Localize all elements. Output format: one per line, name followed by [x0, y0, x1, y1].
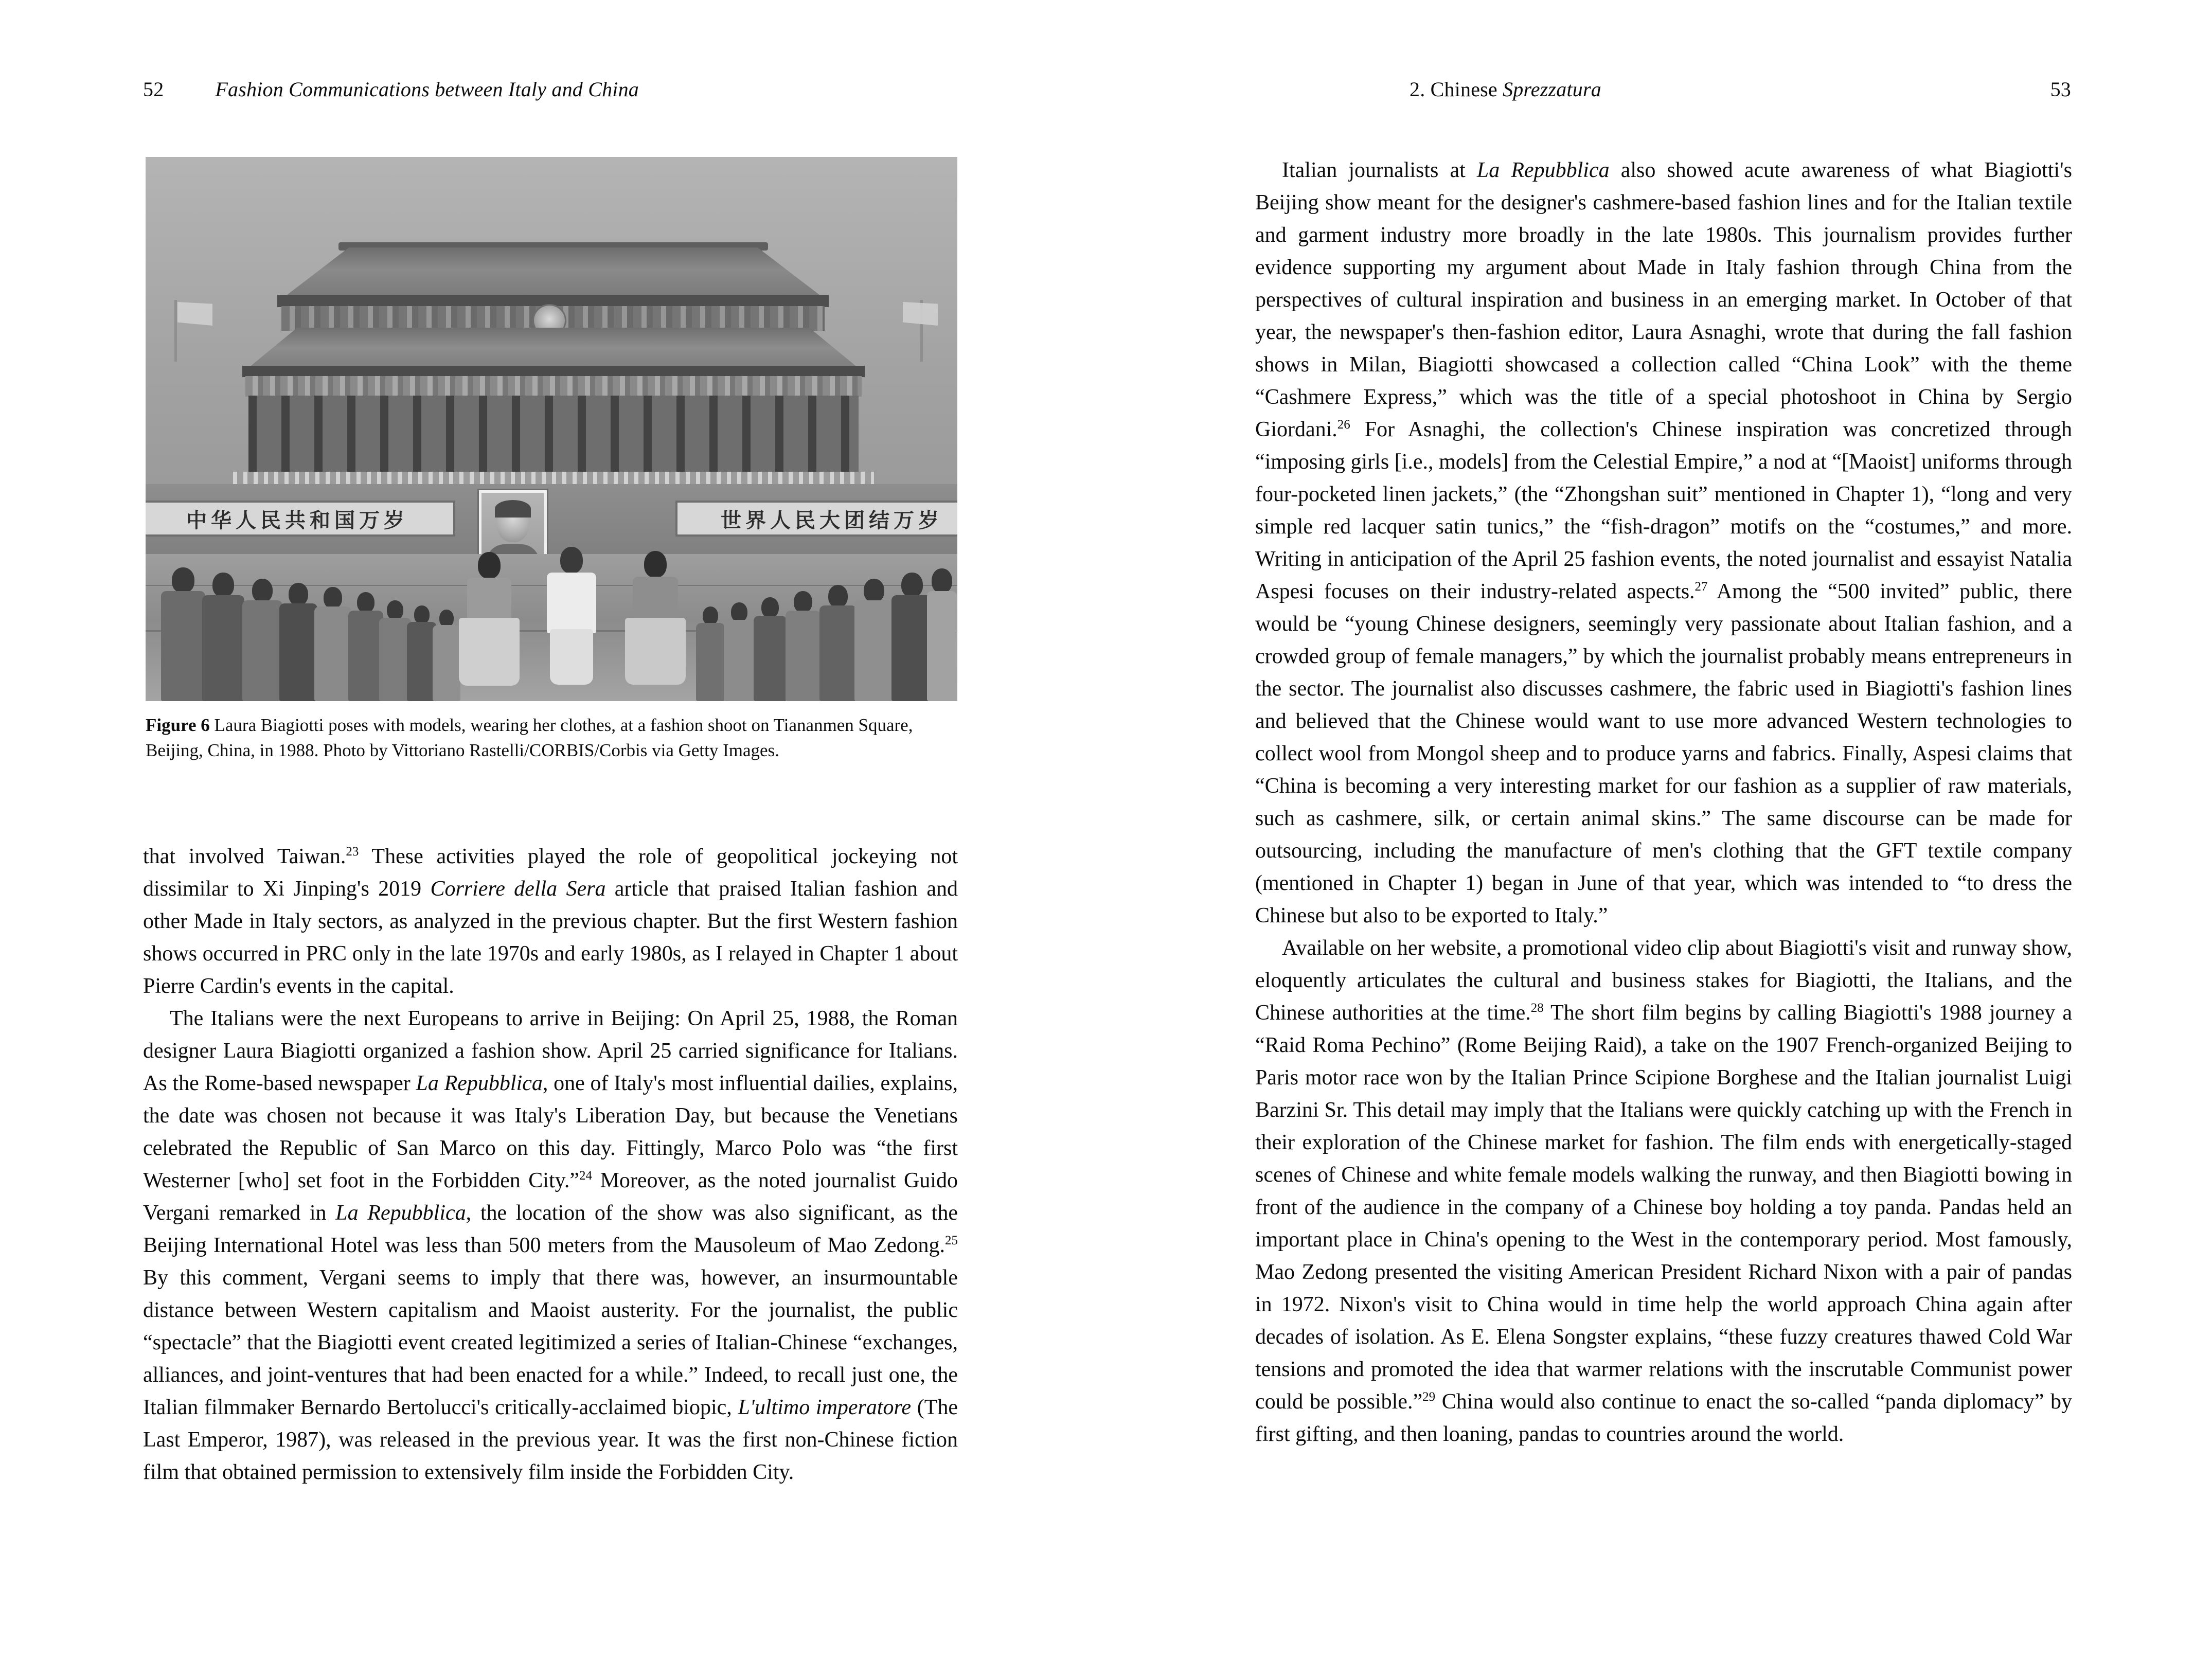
- italic-run: La Repubblica: [1476, 158, 1610, 182]
- model-left: [458, 552, 520, 701]
- footnote-marker: 23: [346, 845, 359, 859]
- italic-run: La Repubblica: [335, 1201, 466, 1225]
- crowd-person: [201, 573, 245, 701]
- paragraph: [1255, 932, 2072, 1451]
- italic-run: La Repubblica: [416, 1072, 543, 1095]
- model-right: [624, 551, 687, 701]
- footnote-marker: 25: [945, 1234, 958, 1247]
- body-text-right-page: [1255, 154, 2072, 1451]
- text-run: , one of Italy's most influential dailies, explains, the date was chosen not because it was Italy's Liberation Day, but because the Venetians celebrated the Republic of San Marco on this day. Fittingly, Marco Polo was “the first Westerner [who] set foot in the Forbidden City.”: [143, 1072, 958, 1192]
- crowd-person: [784, 591, 822, 701]
- chapter-title-italic: Sprezzatura: [1503, 78, 1601, 101]
- figure-6: [146, 157, 957, 763]
- footnote-marker: 29: [1422, 1390, 1436, 1404]
- lower-dougong-band: [245, 376, 862, 397]
- text-run: By this comment, Vergani seems to imply that there was, however, an insurmountable distance between Western capitalism and Maoist austerity. For the journalist, the public “spectacle” that the Biagiotti event created legitimized a series of Italian-Chinese “exchanges, alliances, and joint-ventures that had been enacted for a while.” Indeed, to recall just one, the Italian filmmaker Bernardo Bertolucci's critically-acclaimed biopic,: [143, 1266, 958, 1419]
- paragraph: [143, 841, 958, 1003]
- footnote-marker: 26: [1337, 418, 1350, 432]
- paragraph: [143, 1003, 958, 1489]
- figure-photo: [146, 157, 957, 701]
- footnote-marker: 27: [1694, 580, 1708, 594]
- text-run: Available on her website, a promotional video clip about Biagiotti's visit and runway show, eloquently articulates the cultural and business stakes for Biagiotti, the Italians, and the Chinese authorities at the time.: [1255, 936, 2072, 1025]
- folio-left: 52: [143, 78, 164, 101]
- paragraph: [1255, 154, 2072, 932]
- text-run: Among the “500 invited” public, there would be “young Chinese designers, seemingly very passionate about Italian fashion, and a crowded group of female managers,” by which the journalist probably means entrepreneurs in the sector. The journalist also discusses cashmere, the fabric used in Biagiotti's fashion lines and believed that the Chinese would want to use more advanced Western technologies to collect wool from Mongol sheep and to produce yarns and fabrics. Finally, Aspesi claims that “China is becoming a very interesting market for our fashion as a supplier of raw materials, such as cashmere, silk, or certain animal skins.” The same discourse can be made for outsourcing, including the manufacture of men's clothing that the GFT textile company (mentioned in Chapter 1) began in June of that year, which was intended to “to dress the Chinese but also to be exported to Italy.”: [1255, 580, 2073, 927]
- text-run: These activities played the role of geopolitical jockeying not dissimilar to Xi Jinping's 2019: [143, 845, 958, 901]
- footnote-marker: 24: [579, 1169, 593, 1183]
- italic-run: Corriere della Sera: [430, 877, 606, 901]
- model-biagiotti: [542, 547, 601, 701]
- crowd-person: [695, 606, 726, 701]
- chapter-title-plain: Chinese: [1425, 78, 1503, 101]
- running-head-right: [1255, 77, 2071, 108]
- footnote-marker: 28: [1530, 1001, 1544, 1015]
- gate-balustrade: [233, 472, 874, 485]
- folio-right: 53: [2050, 78, 2071, 101]
- running-head-title-left: Fashion Communications between Italy and China: [215, 78, 639, 101]
- upper-roof: [284, 247, 822, 297]
- flag-right: [903, 302, 938, 326]
- crowd-person: [241, 579, 283, 701]
- banner-right: 世界人民大团结万岁: [675, 501, 957, 537]
- figure-caption: [146, 712, 957, 763]
- crowd: [146, 548, 957, 701]
- portrait-hair: [495, 500, 531, 518]
- body-text-left-page: [143, 841, 958, 1489]
- text-run: The short film begins by calling Biagiotti's 1988 journey a “Raid Roma Pechino” (Rome Beijing Raid), a take on the 1907 French-organized Beijing to Paris motor race won by the Italian Prince Scipione Borghese and the Italian journalist Luigi Barzini Sr. This detail may imply that the Italians were quickly catching up with the French in their exploration of the Chinese market for fashion. The film ends with energetically-staged scenes of Chinese and white female models walking the runway, and then Biagiotti bowing in front of the audience in the company of a Chinese boy holding a toy panda. Pandas held an important place in China's opening to the West in the contemporary period. Most famously, Mao Zedong presented the visiting American President Richard Nixon with a pair of pandas in 1972. Nixon's visit to China would in time help the world approach China again after decades of isolation. As E. Elena Songster explains, “these fuzzy creatures thawed Cold War tensions and promoted the idea that warmer relations with the inscrutable Communist power could be possible.”: [1255, 1001, 2073, 1414]
- flag-left: [177, 302, 212, 326]
- text-run: China would also continue to enact the so-called “panda diplomacy” by first gifting, and then loaning, pandas to countries around the world.: [1255, 1390, 2073, 1446]
- figure-label: Figure 6: [146, 715, 210, 735]
- crowd-person: [278, 583, 318, 701]
- italic-run: L'ultimo imperatore: [738, 1396, 911, 1419]
- flagpole-left: [174, 300, 177, 362]
- lower-eave: [242, 366, 865, 377]
- text-run: , the location of the show was also significant, as the Beijing International Hotel was less than 500 meters from the Mausoleum of Mao Zedong.: [143, 1201, 958, 1257]
- crowd-person: [926, 568, 957, 701]
- text-run: article that praised Italian fashion and other Made in Italy sectors, as analyzed in the previous chapter. But the first Western fashion shows occurred in PRC only in the late 1970s and early 1980s, as I relayed in Chapter 1 about Pierre Cardin's events in the capital.: [143, 877, 958, 998]
- figure-caption-text: Laura Biagiotti poses with models, wearing her clothes, at a fashion shoot on Tiananmen Square, Beijing, China, in 1988. Photo by Vittoriano Rastelli/CORBIS/Corbis via Getty Images.: [146, 715, 913, 760]
- banner-left: 中华人民共和国万岁: [146, 501, 455, 537]
- text-run: The Italians were the next Europeans to arrive in Beijing: On April 25, 1988, the Roman designer Laura Biagiotti organized a fashion show. April 25 carried significance for Italians. As the Rome-based newspaper: [143, 1007, 958, 1095]
- crowd-person: [753, 597, 788, 701]
- text-run: that involved Taiwan.: [143, 845, 346, 868]
- text-run: For Asnaghi, the collection's Chinese inspiration was concretized through “imposing girls [i.e., models] from the Celestial Empire,” a nod at “[Maoist] uniforms through four-pocketed linen jackets,” (the “Zhongshan suit” mentioned in Chapter 1), “long and very simple red lacquer satin tunics,” the “fish-dragon” motifs on the “costumes,” and more. Writing in anticipation of the April 25 fashion events, the noted journalist and essayist Natalia Aspesi focuses on their industry-related aspects.: [1255, 418, 2072, 603]
- running-head-left: [143, 77, 957, 108]
- text-run: (The Last Emperor, 1987), was released in the previous year. It was the first non-Chinese fiction film that obtained permission to extensively film inside the Forbidden City.: [143, 1396, 958, 1484]
- running-head-title-right: [1410, 77, 1601, 101]
- text-run: Moreover, as the noted journalist Guido Vergani remarked in: [143, 1169, 958, 1225]
- crowd-person: [160, 567, 206, 701]
- crowd-person: [723, 602, 756, 701]
- crowd-person: [432, 610, 461, 701]
- crowd-person: [313, 587, 352, 701]
- crowd-person: [818, 585, 858, 701]
- gate-colonnade: [248, 396, 859, 473]
- text-run: Italian journalists at: [1282, 158, 1477, 182]
- crowd-person: [853, 579, 895, 701]
- chapter-number: 2.: [1410, 78, 1425, 101]
- text-run: also showed acute awareness of what Biagiotti's Beijing show meant for the designer's cashmere-based fashion lines and for the Italian textile and garment industry more broadly in the late 1980s. This journalism provides further evidence supporting my argument about Made in Italy fashion through China from the perspectives of cultural inspiration and business in an emerging market. In October of that year, the newspaper's then-fashion editor, Laura Asnaghi, wrote that during the fall fashion shows in Milan, Biagiotti showcased a collection called “China Look” with the theme “Cashmere Express,” which was the title of a special photoshoot in China by Sergio Giordani.: [1255, 158, 2072, 441]
- tiananmen-gate: [228, 218, 879, 498]
- lower-roof: [248, 328, 858, 368]
